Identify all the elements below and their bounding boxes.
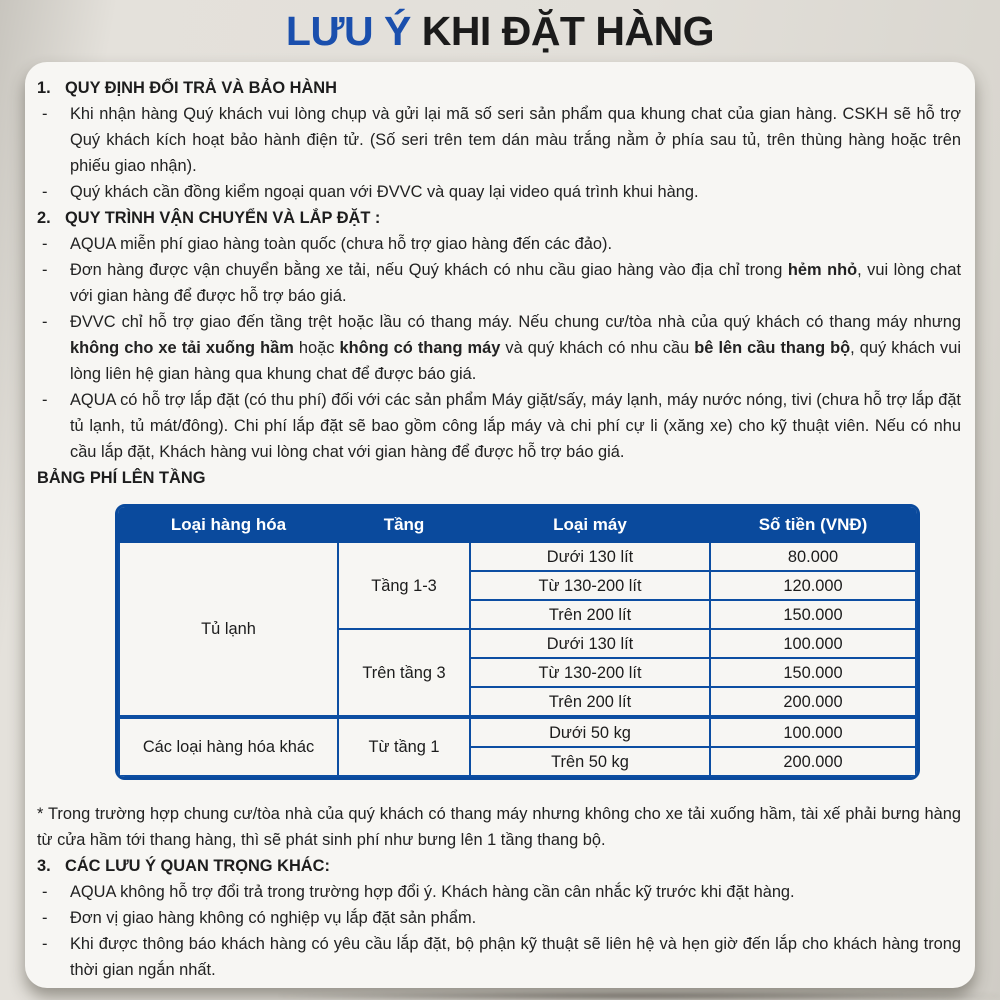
page-title: [0, 0, 1000, 59]
fee-table-title: BẢNG PHÍ LÊN TẦNG: [37, 469, 206, 487]
section-3-heading: [37, 853, 961, 879]
fee-table-cell: Trên 200 lít: [470, 687, 710, 717]
fee-table-header-row: [119, 508, 916, 542]
fee-table-cell: Từ tầng 1: [338, 717, 470, 776]
fee-table-cell: Trên tầng 3: [338, 629, 470, 717]
section-1-number: 1.: [37, 79, 51, 97]
fee-table-cell: Từ 130-200 lít: [470, 571, 710, 600]
bullet-text: Quý khách cần đồng kiểm ngoại quan với ĐVVC và quay lại video quá trình khui hàng.: [70, 183, 699, 201]
section-1-title: QUY ĐỊNH ĐỔI TRẢ VÀ BẢO HÀNH: [65, 79, 337, 97]
dash-bullet-icon: -: [42, 261, 48, 279]
fee-table-cell: Trên 50 kg: [470, 747, 710, 776]
fee-table-cell: 100.000: [710, 717, 916, 747]
section-3-number: 3.: [37, 857, 51, 875]
dash-bullet-icon: -: [42, 183, 48, 201]
fee-table-cell: Tủ lạnh: [119, 542, 338, 717]
bullet-item: [37, 309, 961, 387]
fee-table-cell: Tầng 1-3: [338, 542, 470, 629]
dash-bullet-icon: -: [42, 909, 48, 927]
fee-table-header-cell: Số tiền (VNĐ): [710, 508, 916, 542]
section-2-title: QUY TRÌNH VẬN CHUYỂN VÀ LẮP ĐẶT :: [65, 209, 381, 227]
bullet-text: Khi được thông báo khách hàng có yêu cầu lắp đặt, bộ phận kỹ thuật sẽ liên hệ và hẹn giờ đến lắp cho khách hàng trong thời gian ngắn nhất.: [70, 935, 961, 979]
bullet-text: ĐVVC chỉ hỗ trợ giao đến tầng trệt hoặc lầu có thang máy. Nếu chung cư/tòa nhà của quý khách có thang máy nhưng không cho xe tải xuống hầm hoặc không có thang máy và quý khách có nhu cầu bê lên cầu thang bộ, quý khách vui lòng liên hệ gian hàng qua khung chat để được báo giá.: [70, 313, 962, 383]
dash-bullet-icon: -: [42, 105, 48, 123]
dash-bullet-icon: -: [42, 313, 48, 331]
title-highlight: LƯU Ý: [285, 8, 411, 54]
fee-table-cell: 80.000: [710, 542, 916, 571]
fee-table-cell: 150.000: [710, 658, 916, 687]
dash-bullet-icon: -: [42, 935, 48, 953]
footnote: * Trong trường hợp chung cư/tòa nhà của quý khách có thang máy nhưng không cho xe tải xuống hầm, tài xế phải bưng hàng từ cửa hầm tới thang hàng, thì sẽ phát sinh phí như bưng lên 1 tầng thang bộ.: [37, 805, 961, 849]
fee-table-header-cell: Loại hàng hóa: [119, 508, 338, 542]
bullet-item: [37, 387, 961, 465]
section-1-heading: [37, 75, 961, 101]
bullet-text: AQUA có hỗ trợ lắp đặt (có thu phí) đối với các sản phẩm Máy giặt/sấy, máy lạnh, máy nước nóng, tivi (chưa hỗ trợ lắp đặt tủ lạnh, tủ mát/đông). Chi phí lắp đặt sẽ bao gồm công lắp máy và chi phí cự li (xăng xe) cho kỹ thuật viên. Nếu có nhu cầu lắp đặt, Khách hàng vui lòng chat với gian hàng để được hỗ trợ báo giá.: [70, 391, 961, 461]
fee-table-cell: Các loại hàng hóa khác: [119, 717, 338, 776]
fee-table-cell: 200.000: [710, 747, 916, 776]
bullet-text: Khi nhận hàng Quý khách vui lòng chụp và gửi lại mã số seri sản phẩm qua khung chat của gian hàng. CSKH sẽ hỗ trợ Quý khách kích hoạt bảo hành điện tử. (Số seri trên tem dán màu trắng nằm ở phía sau tủ, trên thùng hàng hoặc trên phiếu giao nhận).: [70, 105, 961, 175]
fee-table-cell: Dưới 130 lít: [470, 542, 710, 571]
fee-table-cell: 150.000: [710, 600, 916, 629]
section-3-title: CÁC LƯU Ý QUAN TRỌNG KHÁC:: [65, 857, 330, 875]
fee-table-row: [119, 717, 916, 747]
bullet-item: [37, 931, 961, 983]
fee-table-body: [119, 542, 916, 776]
bullet-item: [37, 879, 961, 905]
fee-table-cell: Dưới 50 kg: [470, 717, 710, 747]
dash-bullet-icon: -: [42, 235, 48, 253]
fee-table-header-cell: Tầng: [338, 508, 470, 542]
fee-table-row: [119, 542, 916, 571]
bullet-item: [37, 179, 961, 205]
section-2-number: 2.: [37, 209, 51, 227]
bullet-item: [37, 231, 961, 257]
fee-table: [118, 507, 917, 777]
bullet-text: AQUA miễn phí giao hàng toàn quốc (chưa hỗ trợ giao hàng đến các đảo).: [70, 235, 613, 253]
fee-table-cell: Dưới 130 lít: [470, 629, 710, 658]
dash-bullet-icon: -: [42, 883, 48, 901]
bullet-item: [37, 905, 961, 931]
title-rest: KHI ĐẶT HÀNG: [410, 8, 715, 54]
section-2-list: [37, 231, 961, 465]
fee-table-cell: 100.000: [710, 629, 916, 658]
bullet-text: Đơn hàng được vận chuyển bằng xe tải, nếu Quý khách có nhu cầu giao hàng vào địa chỉ trong hẻm nhỏ, vui lòng chat với gian hàng để được hỗ trợ báo giá.: [70, 261, 962, 305]
section-1-list: [37, 101, 961, 205]
bullet-item: [37, 101, 961, 179]
fee-table-header-cell: Loại máy: [470, 508, 710, 542]
fee-table-cell: 120.000: [710, 571, 916, 600]
dash-bullet-icon: -: [42, 391, 48, 409]
bullet-item: [37, 257, 961, 309]
bullet-text: Đơn vị giao hàng không có nghiệp vụ lắp đặt sản phẩm.: [70, 909, 477, 927]
section-3-list: [37, 879, 961, 983]
fee-table-border: [115, 504, 920, 780]
section-2-heading: [37, 205, 961, 231]
fee-table-cell: 200.000: [710, 687, 916, 717]
bullet-text: AQUA không hỗ trợ đổi trả trong trường hợp đổi ý. Khách hàng cần cân nhắc kỹ trước khi đặt hàng.: [70, 883, 795, 901]
fee-table-head: [119, 508, 916, 542]
fee-table-cell: Từ 130-200 lít: [470, 658, 710, 687]
content-card: [25, 62, 975, 988]
fee-table-cell: Trên 200 lít: [470, 600, 710, 629]
